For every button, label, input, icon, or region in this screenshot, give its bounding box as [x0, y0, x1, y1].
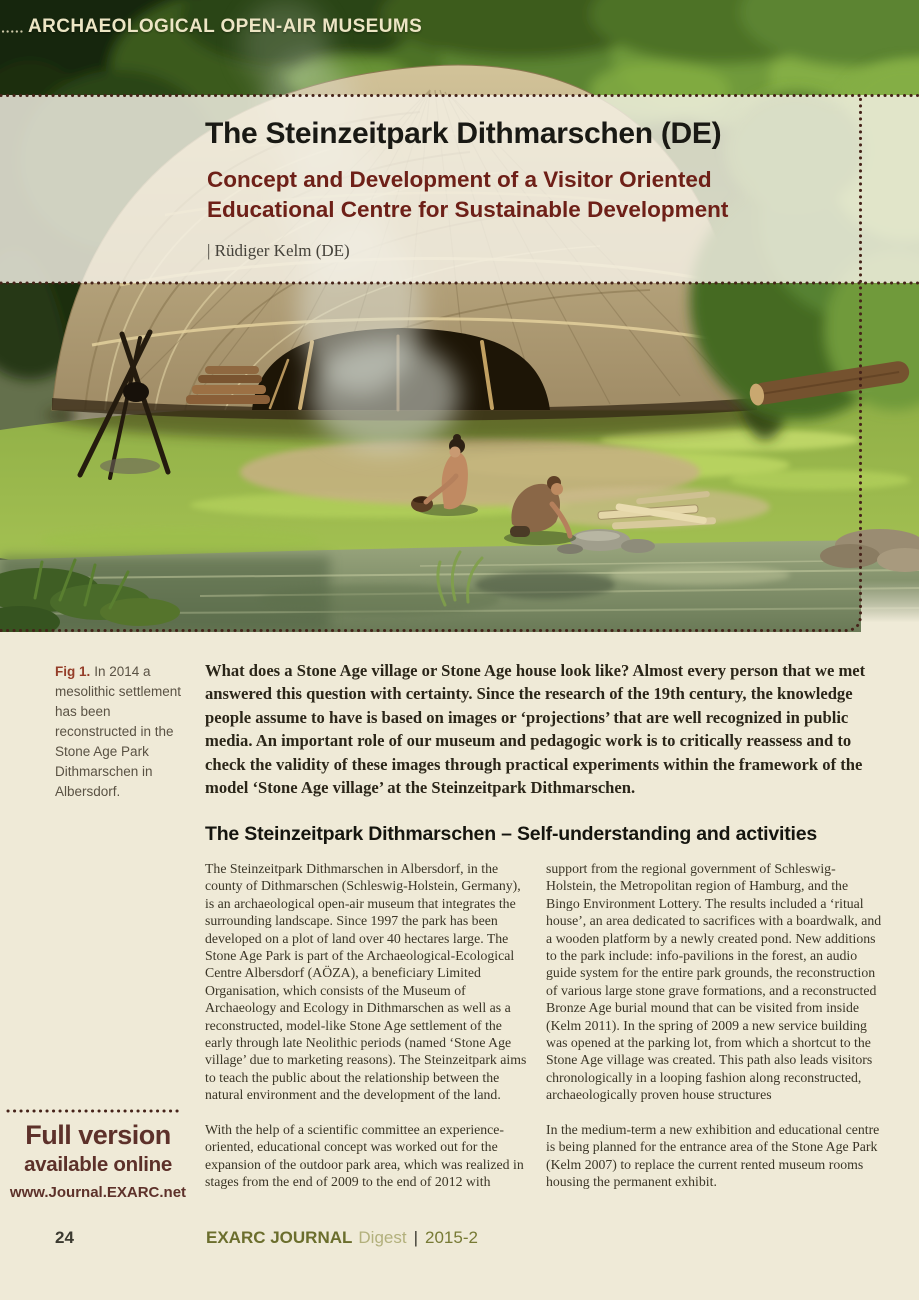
column-right-paragraph-1: support from the regional government of Schleswig-Holstein, the Metropolitan region of Hamburg, and the Bingo Environment Lottery. The results included a ‘ritual house’, an area dedicated to sacrifices with a boardwalk, and a wooden platform by a newly created pond. New additions to the park include: info-pavilions in the forest, an audio guide system for the entire park grounds, the reconstruction of various large stone grave formations, and a reconstructed Bronze Age burial mound that can be visited from inside (Kelm 2011). In the spring of 2009 a new service building was opened at the parking lot, from which a shortcut to the Stone Age village was created. This path also leads visitors chronologically in a looping fashion along reconstructed, archaeologically proven house structures: [546, 861, 882, 1103]
page-subtitle: [207, 165, 919, 224]
column-left-paragraph-2: With the help of a scientific committee an experience-oriented, educational concept was worked out for the expansion of the outdoor park area, which was realized in stages from the end of 2009 to the end of 2012 with: [205, 1121, 524, 1189]
journal-url-link[interactable]: www.Journal.EXARC.net: [9, 1184, 187, 1201]
section-kicker: ARCHAEOLOGICAL OPEN-AIR MUSEUMS: [28, 16, 423, 37]
masthead: [0, 95, 919, 283]
footer-issue: 2015-2: [425, 1228, 478, 1247]
figure-caption: [55, 662, 193, 802]
photo-corner-fade: [861, 580, 919, 633]
page-subtitle-line1: Concept and Development of a Visitor Oriented: [207, 167, 712, 192]
column-right: [546, 860, 884, 1207]
footer-page-number: 24: [55, 1228, 74, 1247]
footer-separator: |: [413, 1228, 419, 1247]
column-left-paragraph-1: The Steinzeitpark Dithmarschen in Albersdorf, in the county of Dithmarschen (Schleswig-Holstein, Germany), is an archaeological open-air museum that integrates the surrounding landscape. Since 1997 the park has been developed on a plot of land over 40 hectares large. The Stone Age Park is part of the Archaeological-Ecological Centre Albersdorf (AÖZA), a beneficiary Limited Organisation, which consists of the Museum of Archaeology and Ecology in Dithmarschen as well as a reconstructed, model-like Stone Age settlement of the early through late Neolithic periods (named ‘Stone Age village’ due to marketing reasons). The Steinzeitpark aims to teach the public about the relationship between the natural environment and the development of the land.: [205, 861, 527, 1103]
sidebar-promo: [0, 1120, 196, 1201]
footer-journal-line: [206, 1228, 478, 1248]
figure-caption-text: In 2014 a mesolithic settlement has been reconstructed in the Stone Age Park Dithmarschen in Albersdorf.: [55, 664, 182, 799]
author-byline: | Rüdiger Kelm (DE): [207, 241, 350, 261]
page-footer: [0, 1228, 919, 1252]
column-left: [205, 860, 528, 1207]
column-right-paragraph-2: In the medium-term a new exhibition and educational centre is being planned for the entrance area of the Stone Age Park (Kelm 2007) to replace the current rented museum rooms housing the permanent exhibit.: [546, 1121, 880, 1189]
hanging-pot: [123, 382, 149, 402]
intro-paragraph: What does a Stone Age village or Stone Age house look like? Almost every person that we met answered this question with certainty. Since the research of the 19th century, the knowledge people assume to have is based on images or ‘projections’ that are well recognized in public media. An important role of our museum and pedagogic work is to critically reassess and to check the validity of these images through practical experiments within the framework of the model ‘Stone Age village’ at the Steinzeitpark Dithmarschen.: [205, 661, 866, 798]
section-heading: The Steinzeitpark Dithmarschen – Self-understanding and activities: [205, 823, 818, 845]
footer-journal-name: EXARC JOURNAL: [206, 1228, 353, 1247]
sidebar-promo-line1: Full version: [25, 1120, 171, 1150]
sidebar-promo-line2: available online: [24, 1153, 172, 1176]
page-subtitle-line2: Educational Centre for Sustainable Development: [207, 196, 729, 222]
fire-ash: [100, 458, 160, 474]
page-title: The Steinzeitpark Dithmarschen (DE): [205, 117, 722, 150]
footer-journal-edition: Digest: [358, 1228, 407, 1247]
figure-caption-label: Fig 1.: [55, 664, 91, 679]
